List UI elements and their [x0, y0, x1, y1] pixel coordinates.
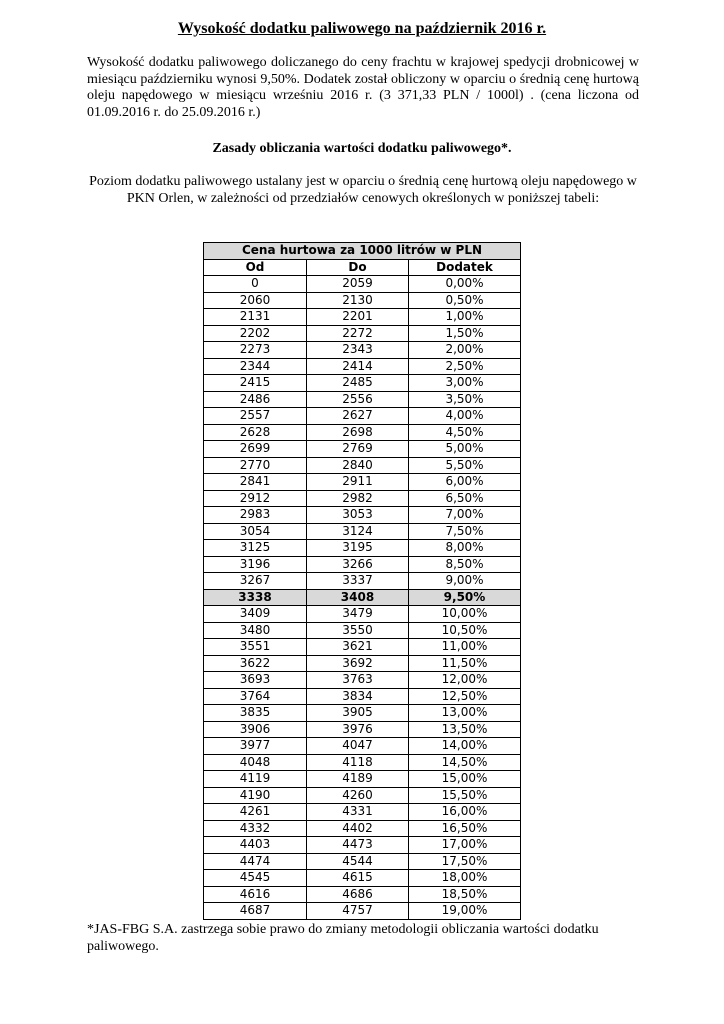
- cell-do: 2343: [307, 342, 409, 359]
- cell-dodatek: 0,00%: [409, 276, 521, 293]
- table-row: [204, 309, 521, 326]
- cell-od: 2912: [204, 490, 307, 507]
- table-row: [204, 771, 521, 788]
- cell-do: 3266: [307, 556, 409, 573]
- cell-od: 3338: [204, 589, 307, 606]
- cell-do: 4402: [307, 820, 409, 837]
- table-row: [204, 837, 521, 854]
- cell-dodatek: 2,50%: [409, 358, 521, 375]
- table-row: [204, 655, 521, 672]
- table-row: [204, 787, 521, 804]
- cell-dodatek: 12,50%: [409, 688, 521, 705]
- cell-od: 3480: [204, 622, 307, 639]
- cell-dodatek: 8,00%: [409, 540, 521, 557]
- cell-dodatek: 4,50%: [409, 424, 521, 441]
- cell-dodatek: 10,00%: [409, 606, 521, 623]
- cell-od: 4474: [204, 853, 307, 870]
- cell-od: 2557: [204, 408, 307, 425]
- cell-dodatek: 14,50%: [409, 754, 521, 771]
- cell-od: 2202: [204, 325, 307, 342]
- cell-dodatek: 13,50%: [409, 721, 521, 738]
- table-row: [204, 375, 521, 392]
- cell-od: 2131: [204, 309, 307, 326]
- table-row: [204, 705, 521, 722]
- table-row: [204, 573, 521, 590]
- fuel-surcharge-table-wrapper: [203, 242, 521, 920]
- cell-do: 4544: [307, 853, 409, 870]
- cell-dodatek: 14,00%: [409, 738, 521, 755]
- table-header-row: [204, 259, 521, 276]
- table-row: [204, 903, 521, 920]
- cell-od: 2060: [204, 292, 307, 309]
- cell-od: 3409: [204, 606, 307, 623]
- cell-do: 3692: [307, 655, 409, 672]
- cell-do: 2272: [307, 325, 409, 342]
- cell-do: 4686: [307, 886, 409, 903]
- cell-dodatek: 19,00%: [409, 903, 521, 920]
- cell-od: 3835: [204, 705, 307, 722]
- table-row: [204, 870, 521, 887]
- table-row: [204, 325, 521, 342]
- cell-do: 3621: [307, 639, 409, 656]
- cell-dodatek: 8,50%: [409, 556, 521, 573]
- table-row: [204, 804, 521, 821]
- cell-dodatek: 16,00%: [409, 804, 521, 821]
- cell-od: 3054: [204, 523, 307, 540]
- cell-do: 2485: [307, 375, 409, 392]
- cell-od: 3764: [204, 688, 307, 705]
- cell-od: 3622: [204, 655, 307, 672]
- table-row: [204, 853, 521, 870]
- cell-do: 3124: [307, 523, 409, 540]
- cell-od: 2770: [204, 457, 307, 474]
- cell-do: 2627: [307, 408, 409, 425]
- cell-od: 4545: [204, 870, 307, 887]
- cell-do: 3550: [307, 622, 409, 639]
- cell-dodatek: 17,00%: [409, 837, 521, 854]
- cell-od: 2699: [204, 441, 307, 458]
- cell-od: 2344: [204, 358, 307, 375]
- table-row: [204, 721, 521, 738]
- cell-od: 3196: [204, 556, 307, 573]
- cell-do: 2982: [307, 490, 409, 507]
- table-row: [204, 622, 521, 639]
- intro-paragraph: Wysokość dodatku paliwowego doliczanego do ceny frachtu w krajowej spedycji drobnicowej w miesiącu październiku wynosi 9,50%. Dodatek został obliczony w oparciu o średnią cenę hurtową oleju napędowego w miesiącu wrześniu 2016 r. (3 371,33 PLN / 1000l) . (cena liczona od 01.09.2016 r. do 25.09.2016 r.): [87, 55, 639, 120]
- cell-dodatek: 17,50%: [409, 853, 521, 870]
- column-header-dodatek: Dodatek: [409, 259, 521, 276]
- cell-od: 0: [204, 276, 307, 293]
- cell-do: 4118: [307, 754, 409, 771]
- cell-dodatek: 9,00%: [409, 573, 521, 590]
- cell-od: 3693: [204, 672, 307, 689]
- cell-do: 2840: [307, 457, 409, 474]
- rules-paragraph: Poziom dodatku paliwowego ustalany jest w oparciu o średnią cenę hurtową oleju napędowego w PKN Orlen, w zależności od przedziałów cenowych określonych w poniższej tabeli:: [89, 174, 637, 206]
- cell-dodatek: 6,50%: [409, 490, 521, 507]
- cell-dodatek: 16,50%: [409, 820, 521, 837]
- cell-od: 4616: [204, 886, 307, 903]
- table-row: [204, 886, 521, 903]
- cell-do: 4615: [307, 870, 409, 887]
- cell-do: 3834: [307, 688, 409, 705]
- table-row: [204, 820, 521, 837]
- cell-do: 2059: [307, 276, 409, 293]
- cell-dodatek: 15,50%: [409, 787, 521, 804]
- table-caption: Cena hurtowa za 1000 litrów w PLN: [204, 243, 521, 260]
- cell-dodatek: 12,00%: [409, 672, 521, 689]
- cell-dodatek: 9,50%: [409, 589, 521, 606]
- cell-dodatek: 1,50%: [409, 325, 521, 342]
- page-title: Wysokość dodatku paliwowego na październik 2016 r.: [177, 20, 547, 37]
- cell-od: 3267: [204, 573, 307, 590]
- cell-do: 3479: [307, 606, 409, 623]
- cell-dodatek: 11,50%: [409, 655, 521, 672]
- table-row: [204, 441, 521, 458]
- table-row: [204, 408, 521, 425]
- cell-od: 4403: [204, 837, 307, 854]
- cell-do: 2911: [307, 474, 409, 491]
- cell-do: 2769: [307, 441, 409, 458]
- cell-od: 2273: [204, 342, 307, 359]
- cell-od: 3977: [204, 738, 307, 755]
- cell-dodatek: 4,00%: [409, 408, 521, 425]
- table-row: [204, 424, 521, 441]
- table-row: [204, 391, 521, 408]
- table-row: [204, 523, 521, 540]
- cell-od: 2628: [204, 424, 307, 441]
- cell-od: 4332: [204, 820, 307, 837]
- table-row: [204, 639, 521, 656]
- table-row: [204, 540, 521, 557]
- cell-dodatek: 5,00%: [409, 441, 521, 458]
- cell-dodatek: 2,00%: [409, 342, 521, 359]
- table-row: [204, 457, 521, 474]
- column-header-do: Do: [307, 259, 409, 276]
- table-row: [204, 276, 521, 293]
- cell-dodatek: 3,00%: [409, 375, 521, 392]
- cell-dodatek: 7,50%: [409, 523, 521, 540]
- footnote: *JAS-FBG S.A. zastrzega sobie prawo do zmiany metodologii obliczania wartości dodatku paliwowego.: [87, 922, 599, 954]
- cell-dodatek: 18,00%: [409, 870, 521, 887]
- table-row: [204, 342, 521, 359]
- cell-od: 2486: [204, 391, 307, 408]
- table-row: [204, 358, 521, 375]
- table-row: [204, 589, 521, 606]
- cell-do: 2698: [307, 424, 409, 441]
- table-row: [204, 688, 521, 705]
- cell-do: 4757: [307, 903, 409, 920]
- table-body: [204, 276, 521, 920]
- cell-do: 3195: [307, 540, 409, 557]
- table-caption-row: [204, 243, 521, 260]
- cell-dodatek: 0,50%: [409, 292, 521, 309]
- cell-dodatek: 10,50%: [409, 622, 521, 639]
- cell-od: 4048: [204, 754, 307, 771]
- table-row: [204, 507, 521, 524]
- cell-do: 2556: [307, 391, 409, 408]
- cell-od: 2841: [204, 474, 307, 491]
- cell-do: 3053: [307, 507, 409, 524]
- cell-do: 4189: [307, 771, 409, 788]
- table-row: [204, 292, 521, 309]
- cell-od: 3906: [204, 721, 307, 738]
- cell-do: 3408: [307, 589, 409, 606]
- cell-dodatek: 7,00%: [409, 507, 521, 524]
- cell-od: 4687: [204, 903, 307, 920]
- cell-dodatek: 18,50%: [409, 886, 521, 903]
- cell-do: 4331: [307, 804, 409, 821]
- table-row: [204, 754, 521, 771]
- cell-do: 4260: [307, 787, 409, 804]
- cell-dodatek: 15,00%: [409, 771, 521, 788]
- table-row: [204, 556, 521, 573]
- cell-dodatek: 11,00%: [409, 639, 521, 656]
- cell-do: 2201: [307, 309, 409, 326]
- table-row: [204, 738, 521, 755]
- cell-od: 3125: [204, 540, 307, 557]
- cell-dodatek: 6,00%: [409, 474, 521, 491]
- cell-dodatek: 5,50%: [409, 457, 521, 474]
- cell-do: 2414: [307, 358, 409, 375]
- cell-dodatek: 3,50%: [409, 391, 521, 408]
- table-row: [204, 474, 521, 491]
- cell-dodatek: 13,00%: [409, 705, 521, 722]
- cell-od: 2415: [204, 375, 307, 392]
- cell-do: 3763: [307, 672, 409, 689]
- cell-do: 2130: [307, 292, 409, 309]
- cell-dodatek: 1,00%: [409, 309, 521, 326]
- cell-od: 4190: [204, 787, 307, 804]
- table-row: [204, 672, 521, 689]
- cell-od: 2983: [204, 507, 307, 524]
- fuel-surcharge-table: [203, 242, 521, 920]
- table-row: [204, 490, 521, 507]
- section-heading: Zasady obliczania wartości dodatku paliwowego*.: [212, 141, 512, 156]
- column-header-od: Od: [204, 259, 307, 276]
- cell-do: 3337: [307, 573, 409, 590]
- table-row: [204, 606, 521, 623]
- cell-od: 4261: [204, 804, 307, 821]
- cell-do: 4473: [307, 837, 409, 854]
- cell-od: 4119: [204, 771, 307, 788]
- cell-od: 3551: [204, 639, 307, 656]
- cell-do: 3976: [307, 721, 409, 738]
- cell-do: 3905: [307, 705, 409, 722]
- cell-do: 4047: [307, 738, 409, 755]
